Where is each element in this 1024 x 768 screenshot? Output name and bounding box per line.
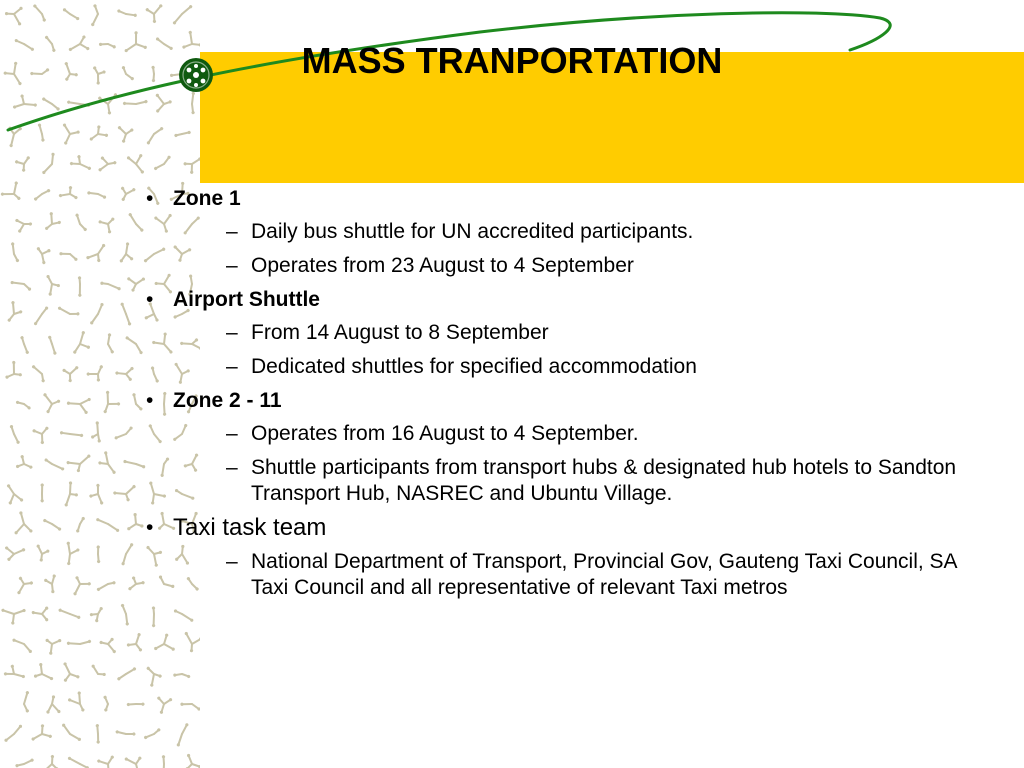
slide-title: MASS TRANPORTATION xyxy=(301,40,723,81)
pattern-glyph xyxy=(67,572,92,596)
pattern-glyph xyxy=(43,573,57,593)
pattern-glyph xyxy=(34,662,55,680)
dash-marker: – xyxy=(226,220,238,243)
sub-bullet-item xyxy=(173,421,966,447)
pattern-glyph xyxy=(126,696,145,713)
pattern-glyph xyxy=(1,601,29,627)
pattern-glyph xyxy=(96,515,119,534)
dash-marker: – xyxy=(226,355,238,378)
pattern-glyph xyxy=(32,483,52,503)
pattern-glyph xyxy=(180,632,200,655)
pattern-glyph xyxy=(116,242,134,263)
pattern-glyph xyxy=(69,154,92,177)
pattern-glyph xyxy=(0,483,24,509)
pattern-glyph xyxy=(34,123,48,142)
bullet-item xyxy=(146,287,966,380)
bullet-heading: Airport Shuttle xyxy=(173,288,320,311)
pattern-glyph xyxy=(89,124,110,145)
pattern-glyph xyxy=(57,60,78,82)
pattern-glyph xyxy=(90,302,104,325)
pattern-glyph xyxy=(122,90,148,116)
pattern-glyph xyxy=(37,392,61,416)
pattern-glyph xyxy=(43,458,65,471)
pattern-glyph xyxy=(177,29,200,54)
pattern-glyph xyxy=(127,513,143,530)
pattern-glyph xyxy=(153,633,175,653)
pattern-glyph xyxy=(2,301,24,326)
pattern-glyph xyxy=(58,603,81,624)
pattern-glyph xyxy=(116,182,136,203)
pattern-glyph xyxy=(0,121,27,148)
pattern-glyph xyxy=(96,577,116,595)
sub-bullet-text: Operates from 23 August to 4 September xyxy=(251,254,634,277)
pattern-glyph xyxy=(0,180,27,207)
dash-marker: – xyxy=(226,456,238,479)
pattern-glyph xyxy=(58,541,81,566)
sub-bullet-list xyxy=(173,549,966,601)
pattern-glyph xyxy=(16,335,33,354)
pattern-glyph xyxy=(66,630,91,655)
sub-bullet-item xyxy=(173,549,966,601)
pattern-glyph xyxy=(151,93,173,115)
pattern-glyph xyxy=(3,360,22,379)
pattern-glyph xyxy=(34,304,49,327)
pattern-glyph xyxy=(36,244,54,265)
pattern-glyph xyxy=(66,454,93,473)
pattern-glyph xyxy=(126,631,146,652)
pattern-glyph xyxy=(1,539,26,561)
pattern-glyph xyxy=(153,755,175,768)
pattern-glyph xyxy=(59,362,78,383)
pattern-glyph xyxy=(146,124,164,147)
dash-marker: – xyxy=(226,422,238,445)
pattern-glyph xyxy=(28,365,49,383)
pattern-glyph xyxy=(69,276,91,298)
pattern-glyph xyxy=(46,335,58,355)
pattern-glyph xyxy=(128,393,148,411)
pattern-glyph xyxy=(46,274,60,296)
bullet-heading: Taxi task team xyxy=(173,514,327,541)
sub-bullet-text: From 14 August to 8 September xyxy=(251,321,549,344)
pattern-glyph xyxy=(117,5,137,21)
pattern-glyph xyxy=(72,517,88,533)
pattern-glyph xyxy=(114,302,137,326)
pattern-glyph xyxy=(2,662,25,684)
sub-bullet-item xyxy=(173,253,966,279)
pattern-glyph xyxy=(170,71,194,82)
pattern-glyph xyxy=(89,607,105,623)
sub-bullet-text: Shuttle participants from transport hubs & designated hub hotels to Sandton Transport Hub, NASREC and Ubuntu Village. xyxy=(251,456,957,505)
pattern-glyph xyxy=(114,423,133,442)
pattern-glyph xyxy=(117,663,137,684)
pattern-glyph xyxy=(4,724,22,743)
pattern-glyph xyxy=(29,421,53,445)
pattern-glyph xyxy=(177,723,189,747)
pattern-glyph xyxy=(45,637,63,655)
pattern-glyph xyxy=(127,275,147,292)
pattern-glyph xyxy=(88,723,107,744)
pattern-glyph xyxy=(67,752,89,768)
pattern-glyph xyxy=(87,189,106,200)
pattern-glyph xyxy=(16,690,38,713)
pattern-glyph xyxy=(33,187,51,203)
pattern-glyph xyxy=(11,216,32,236)
pattern-glyph xyxy=(113,120,136,143)
pattern-glyph xyxy=(5,7,24,27)
pattern-glyph xyxy=(180,701,200,712)
pattern-glyph xyxy=(83,4,104,27)
pattern-glyph xyxy=(58,301,80,321)
pattern-glyph xyxy=(10,281,32,291)
pattern-glyph xyxy=(145,1,168,24)
pattern-glyph xyxy=(58,480,80,506)
pattern-glyph xyxy=(113,479,141,506)
pattern-glyph xyxy=(143,725,161,742)
pattern-glyph xyxy=(139,665,162,688)
sub-bullet-item xyxy=(173,455,966,507)
pattern-glyph xyxy=(99,39,117,53)
pattern-glyph xyxy=(173,670,191,681)
bullet-heading: Zone 2 - 11 xyxy=(173,389,282,412)
pattern-glyph xyxy=(97,215,115,234)
pattern-glyph xyxy=(174,126,192,142)
pattern-glyph xyxy=(125,212,147,232)
pattern-glyph xyxy=(100,333,121,354)
pattern-glyph xyxy=(115,724,136,742)
bullet-heading: Zone 1 xyxy=(173,187,241,210)
pattern-glyph xyxy=(94,390,120,416)
bullet-list xyxy=(146,186,966,601)
pattern-glyph xyxy=(66,35,91,58)
sub-bullet-text: Daily bus shuttle for UN accredited participants. xyxy=(251,220,694,243)
pattern-glyph xyxy=(45,695,61,714)
pattern-glyph xyxy=(40,153,57,175)
pattern-glyph xyxy=(41,97,61,111)
pattern-glyph xyxy=(174,607,194,624)
pattern-glyph xyxy=(65,392,92,415)
pattern-glyph xyxy=(172,2,193,27)
pattern-glyph xyxy=(125,575,145,595)
pattern-glyph xyxy=(4,242,26,263)
pattern-glyph xyxy=(10,573,33,596)
pattern-glyph xyxy=(59,252,77,261)
pattern-glyph xyxy=(154,37,175,50)
pattern-glyph xyxy=(42,518,62,531)
pattern-glyph xyxy=(95,86,124,115)
pattern-glyph xyxy=(72,213,91,232)
pattern-glyph xyxy=(124,30,148,54)
pattern-glyph xyxy=(31,606,52,625)
pattern-glyph xyxy=(124,750,148,768)
pattern-glyph xyxy=(154,692,176,714)
sub-bullet-item xyxy=(173,219,966,245)
sub-bullet-text: Operates from 16 August to 4 September. xyxy=(251,422,639,445)
pattern-glyph xyxy=(66,688,91,712)
bullet-marker: • xyxy=(146,288,154,311)
dash-marker: – xyxy=(226,254,238,277)
pattern-glyph xyxy=(12,637,32,655)
pattern-glyph xyxy=(29,4,50,22)
pattern-glyph xyxy=(115,364,138,385)
dash-marker: – xyxy=(226,550,238,573)
dash-marker: – xyxy=(226,321,238,344)
pattern-glyph xyxy=(30,62,50,81)
pattern-glyph xyxy=(97,752,121,768)
pattern-glyph xyxy=(63,8,79,20)
pattern-glyph xyxy=(90,66,107,86)
pattern-glyph xyxy=(100,282,121,291)
pattern-glyph xyxy=(15,511,33,534)
pattern-glyph xyxy=(91,665,106,676)
pattern-glyph xyxy=(96,450,116,477)
bullet-item xyxy=(146,515,966,601)
pattern-glyph xyxy=(122,336,146,355)
pattern-glyph xyxy=(14,36,34,54)
pattern-glyph xyxy=(99,695,112,712)
pattern-glyph xyxy=(33,544,50,563)
pattern-glyph xyxy=(89,545,108,564)
pattern-glyph xyxy=(67,94,91,114)
sub-bullet-list xyxy=(173,219,966,279)
pattern-glyph xyxy=(45,212,63,234)
pattern-glyph xyxy=(14,152,35,173)
sub-bullet-text: National Department of Transport, Provincial Gov, Gauteng Taxi Council, SA Taxi Council and all representative of relevant Taxi metros xyxy=(251,550,957,599)
pattern-glyph xyxy=(61,723,82,741)
pattern-glyph xyxy=(30,724,54,749)
pattern-glyph xyxy=(182,91,200,115)
pattern-glyph xyxy=(86,362,109,385)
bullet-marker: • xyxy=(146,389,154,412)
sub-bullet-list xyxy=(173,320,966,380)
pattern-glyph xyxy=(12,93,38,117)
pattern-glyph xyxy=(57,662,83,687)
pattern-glyph xyxy=(16,399,31,412)
pattern-glyph xyxy=(119,66,137,81)
pattern-glyph xyxy=(98,633,121,653)
sub-bullet-text: Dedicated shuttles for specified accommodation xyxy=(251,355,697,378)
pattern-glyph xyxy=(71,331,95,359)
pattern-glyph xyxy=(181,152,200,175)
bullet-item xyxy=(146,388,966,507)
pattern-glyph xyxy=(5,425,25,445)
pattern-glyph xyxy=(12,453,33,474)
pattern-glyph xyxy=(39,754,61,768)
pattern-glyph xyxy=(90,421,101,443)
pattern-glyph xyxy=(60,425,84,444)
pattern-glyph xyxy=(15,755,34,768)
pattern-glyph xyxy=(84,243,110,265)
pattern-glyph xyxy=(121,542,133,566)
pattern-glyph xyxy=(145,65,161,82)
pattern-glyph xyxy=(184,752,200,768)
pattern-glyph xyxy=(59,120,82,145)
pattern-glyph xyxy=(42,35,59,52)
pattern-glyph xyxy=(94,154,117,177)
pattern-glyph xyxy=(58,183,81,205)
sub-bullet-list xyxy=(173,421,966,507)
bullet-marker: • xyxy=(146,516,154,539)
pattern-glyph xyxy=(113,603,136,626)
sub-bullet-item xyxy=(173,320,966,346)
bullet-item xyxy=(146,186,966,279)
pattern-glyph xyxy=(124,151,148,174)
pattern-glyph xyxy=(123,460,146,469)
bullet-marker: • xyxy=(146,187,154,210)
sub-bullet-item xyxy=(173,354,966,380)
pattern-glyph xyxy=(143,606,165,628)
pattern-glyph xyxy=(153,152,171,173)
pattern-glyph xyxy=(87,483,111,507)
pattern-glyph xyxy=(2,59,30,85)
